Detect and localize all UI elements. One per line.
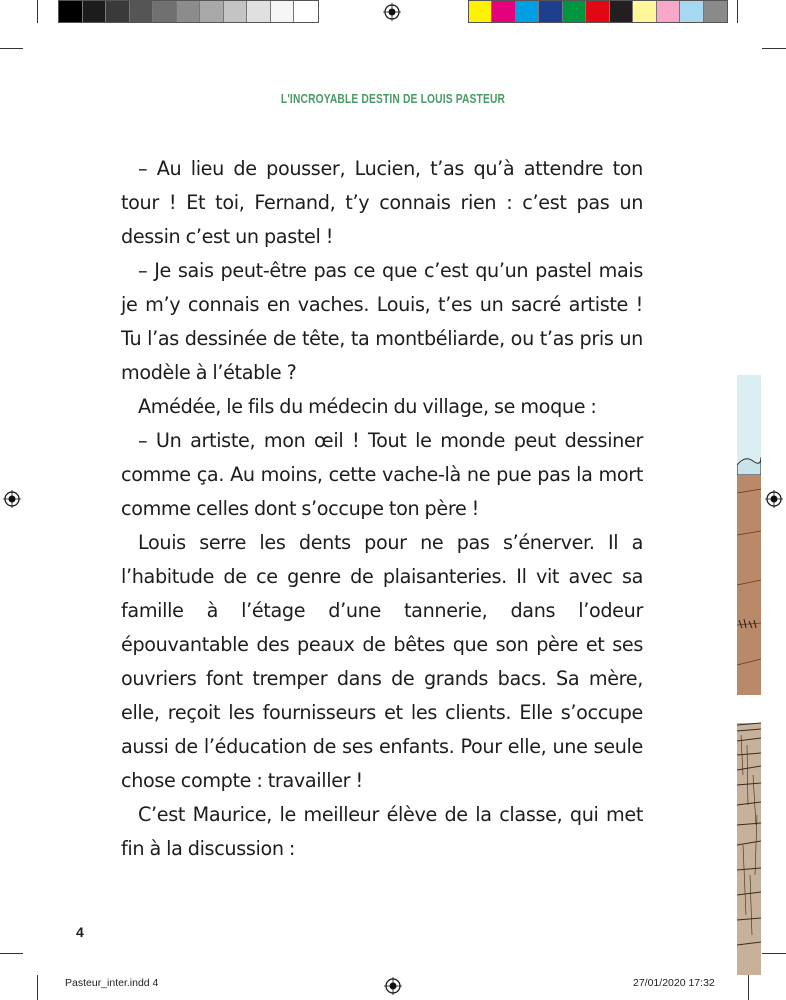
crop-mark	[37, 0, 38, 23]
bleed-illustration	[737, 375, 761, 975]
gray-swatch	[247, 1, 271, 22]
slug-filename: Pasteur_inter.indd 4	[65, 977, 159, 989]
registration-mark-top-icon	[383, 3, 401, 21]
color-swatch	[563, 1, 586, 22]
crop-mark	[37, 975, 38, 1000]
body-text	[121, 152, 643, 866]
registration-mark-left-icon	[3, 490, 21, 508]
crop-mark	[737, 0, 738, 23]
crop-mark	[762, 48, 786, 49]
slug-date: 27/01/2020 17:32	[633, 977, 715, 989]
paragraph: – Au lieu de pousser, Lucien, t’as qu’à attendre ton tour ! Et toi, Fernand, t’y connais rien : c’est pas un dessin c’est un pastel !	[121, 157, 643, 248]
registration-mark-bottom-icon	[384, 977, 402, 995]
gray-swatch	[177, 1, 201, 22]
grayscale-color-bar	[58, 0, 319, 23]
gray-swatch	[200, 1, 224, 22]
gray-swatch	[294, 1, 318, 22]
registration-mark-right-icon	[765, 490, 783, 508]
color-swatch	[704, 1, 727, 22]
color-swatch	[657, 1, 680, 22]
process-color-bar	[468, 0, 728, 23]
crop-mark	[762, 953, 786, 954]
color-swatch	[610, 1, 633, 22]
crop-mark	[0, 953, 23, 954]
color-swatch	[539, 1, 562, 22]
paragraph: Louis serre les dents pour ne pas s’énerver. Il a l’habitude de ce genre de plaisanteries. Il vit avec sa famille à l’étage d’une tannerie, dans l’odeur épouvantable des peaux de bêtes que son père et ses ouvriers font tremper dans de grands bacs. Sa mère, elle, reçoit les fournisseurs et les clients. Elle s’occupe aussi de l’éducation de ses enfants. Pour elle, une seule chose compte : travailler !	[121, 531, 643, 792]
gray-swatch	[271, 1, 295, 22]
paragraph: C’est Maurice, le meilleur élève de la classe, qui met fin à la discussion :	[121, 803, 643, 860]
gray-swatch	[83, 1, 107, 22]
color-swatch	[680, 1, 703, 22]
color-swatch	[469, 1, 492, 22]
gray-swatch	[106, 1, 130, 22]
paragraph: Amédée, le fils du médecin du village, se moque :	[138, 395, 597, 418]
crop-mark	[0, 48, 23, 49]
color-swatch	[492, 1, 515, 22]
gray-swatch	[224, 1, 248, 22]
gray-swatch	[153, 1, 177, 22]
crop-mark	[748, 975, 749, 1000]
paragraph: – Je sais peut-être pas ce que c’est qu’un pastel mais je m’y connais en vaches. Louis, t’es un sacré artiste ! Tu l’as dessinée de tête, ta montbéliarde, ou t’as pris un modèle à l’étable ?	[121, 259, 643, 384]
page-number: 4	[76, 924, 84, 940]
gray-swatch	[59, 1, 83, 22]
running-title: L'INCROYABLE DESTIN DE LOUIS PASTEUR	[280, 92, 506, 106]
gray-swatch	[130, 1, 154, 22]
paragraph: – Un artiste, mon œil ! Tout le monde peut dessiner comme ça. Au moins, cette vache-là ne pue pas la mort comme celles dont s’occupe ton père !	[121, 429, 643, 520]
color-swatch	[516, 1, 539, 22]
color-swatch	[586, 1, 609, 22]
color-swatch	[633, 1, 656, 22]
